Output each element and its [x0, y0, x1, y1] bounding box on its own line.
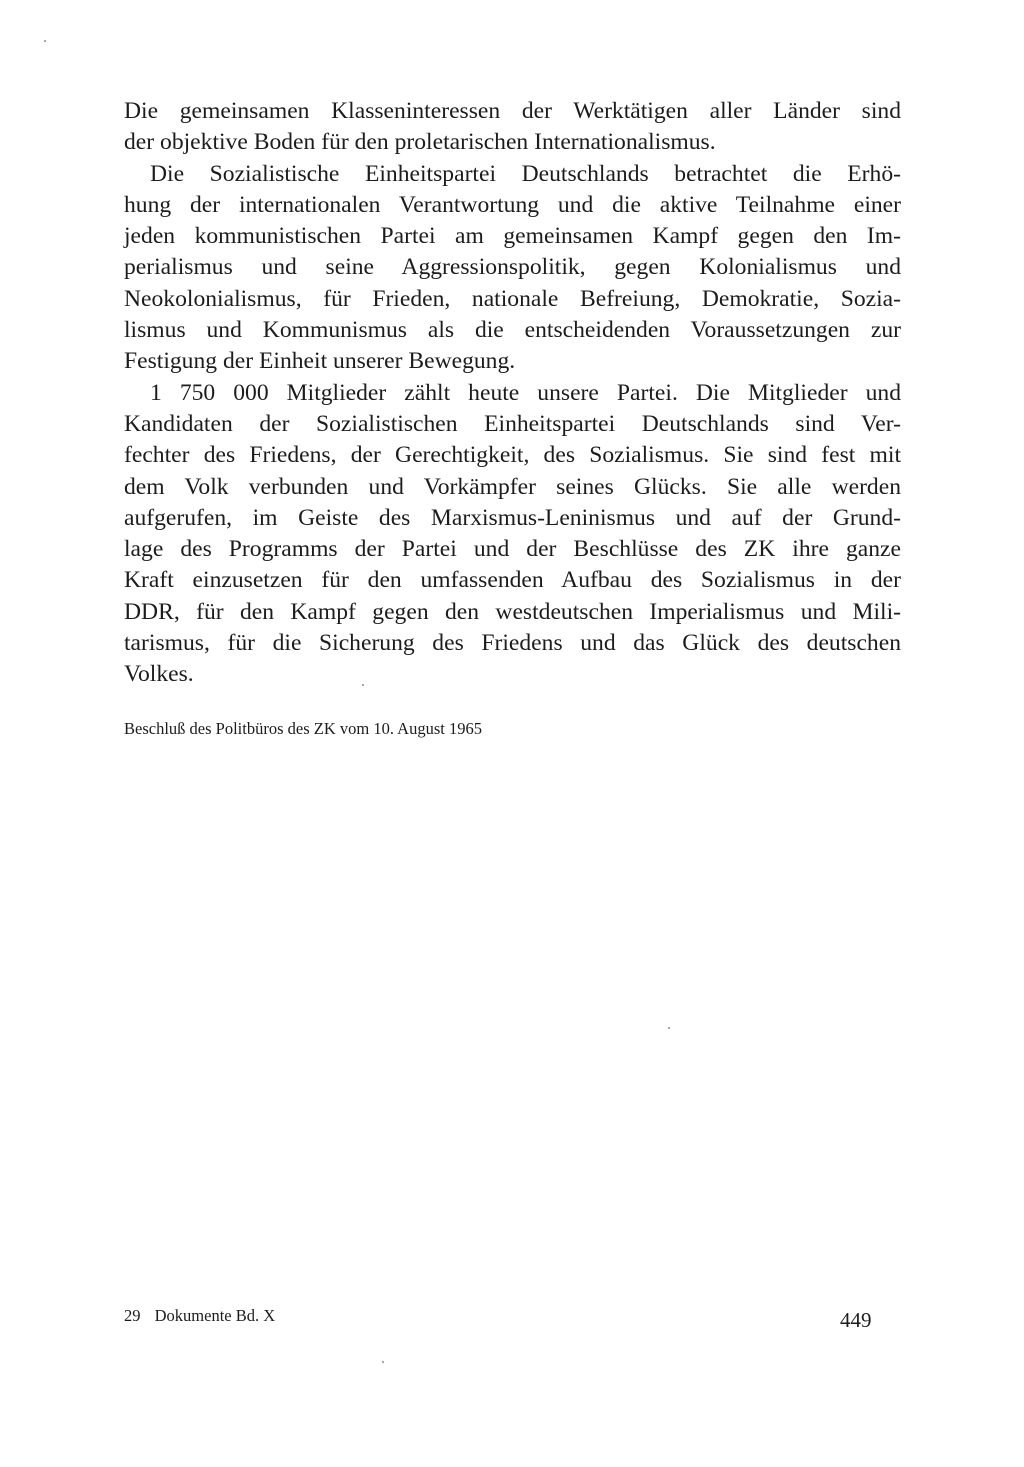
scan-speck	[382, 1361, 384, 1363]
signature-title: Dokumente Bd. X	[154, 1306, 276, 1325]
page-number: 449	[840, 1308, 872, 1332]
body-text	[124, 96, 901, 691]
signature-number: 29	[124, 1306, 141, 1325]
text-line: fechter des Friedens, der Gerechtigkeit, des Sozialismus. Sie sind fest mit	[124, 442, 901, 469]
text-line: lage des Programms der Partei und der Beschlüsse des ZK ihre ganze	[124, 536, 901, 563]
text-line: jeden kommunistischen Partei am gemeinsamen Kampf gegen den Im-	[124, 223, 901, 250]
text-line: Die Sozialistische Einheitspartei Deutschlands betrachtet die Erhö-	[150, 160, 901, 187]
text-line: DDR, für den Kampf gegen den westdeutschen Imperialismus und Mili-	[124, 598, 901, 625]
text-line: 1 750 000 Mitglieder zählt heute unsere Partei. Die Mitglieder und	[150, 379, 901, 406]
source-note: Beschluß des Politbüros des ZK vom 10. August 1965	[124, 719, 482, 738]
text-line: Die gemeinsamen Klasseninteressen der Werktätigen aller Länder sind	[124, 98, 901, 124]
text-line: Festigung der Einheit unserer Bewegung.	[124, 348, 516, 375]
scan-speck	[668, 1027, 670, 1029]
text-line: aufgerufen, im Geiste des Marxismus-Leninismus und auf der Grund-	[124, 504, 901, 531]
text-line: Volkes.	[124, 661, 194, 688]
text-line: der objektive Boden für den proletarischen Internationalismus.	[124, 129, 716, 156]
text-line: tarismus, für die Sicherung des Friedens und das Glück des deutschen	[124, 630, 901, 657]
text-line: lismus und Kommunismus als die entscheidenden Voraussetzungen zur	[124, 317, 901, 344]
text-line: Kandidaten der Sozialistischen Einheitspartei Deutschlands sind Ver-	[124, 410, 901, 437]
scan-speck	[362, 684, 364, 686]
text-line: perialismus und seine Aggressionspolitik, gegen Kolonialismus und	[124, 254, 901, 281]
scan-speck	[44, 40, 46, 42]
text-line: hung der internationalen Verantwortung und die aktive Teilnahme einer	[124, 191, 901, 218]
text-line: dem Volk verbunden und Vorkämpfer seines Glücks. Sie alle werden	[124, 473, 901, 500]
text-line: Kraft einzusetzen für den umfassenden Aufbau des Sozialismus in der	[124, 567, 901, 594]
signature-line	[124, 1305, 275, 1327]
text-line: Neokolonialismus, für Frieden, nationale Befreiung, Demokratie, Sozia-	[124, 285, 901, 312]
